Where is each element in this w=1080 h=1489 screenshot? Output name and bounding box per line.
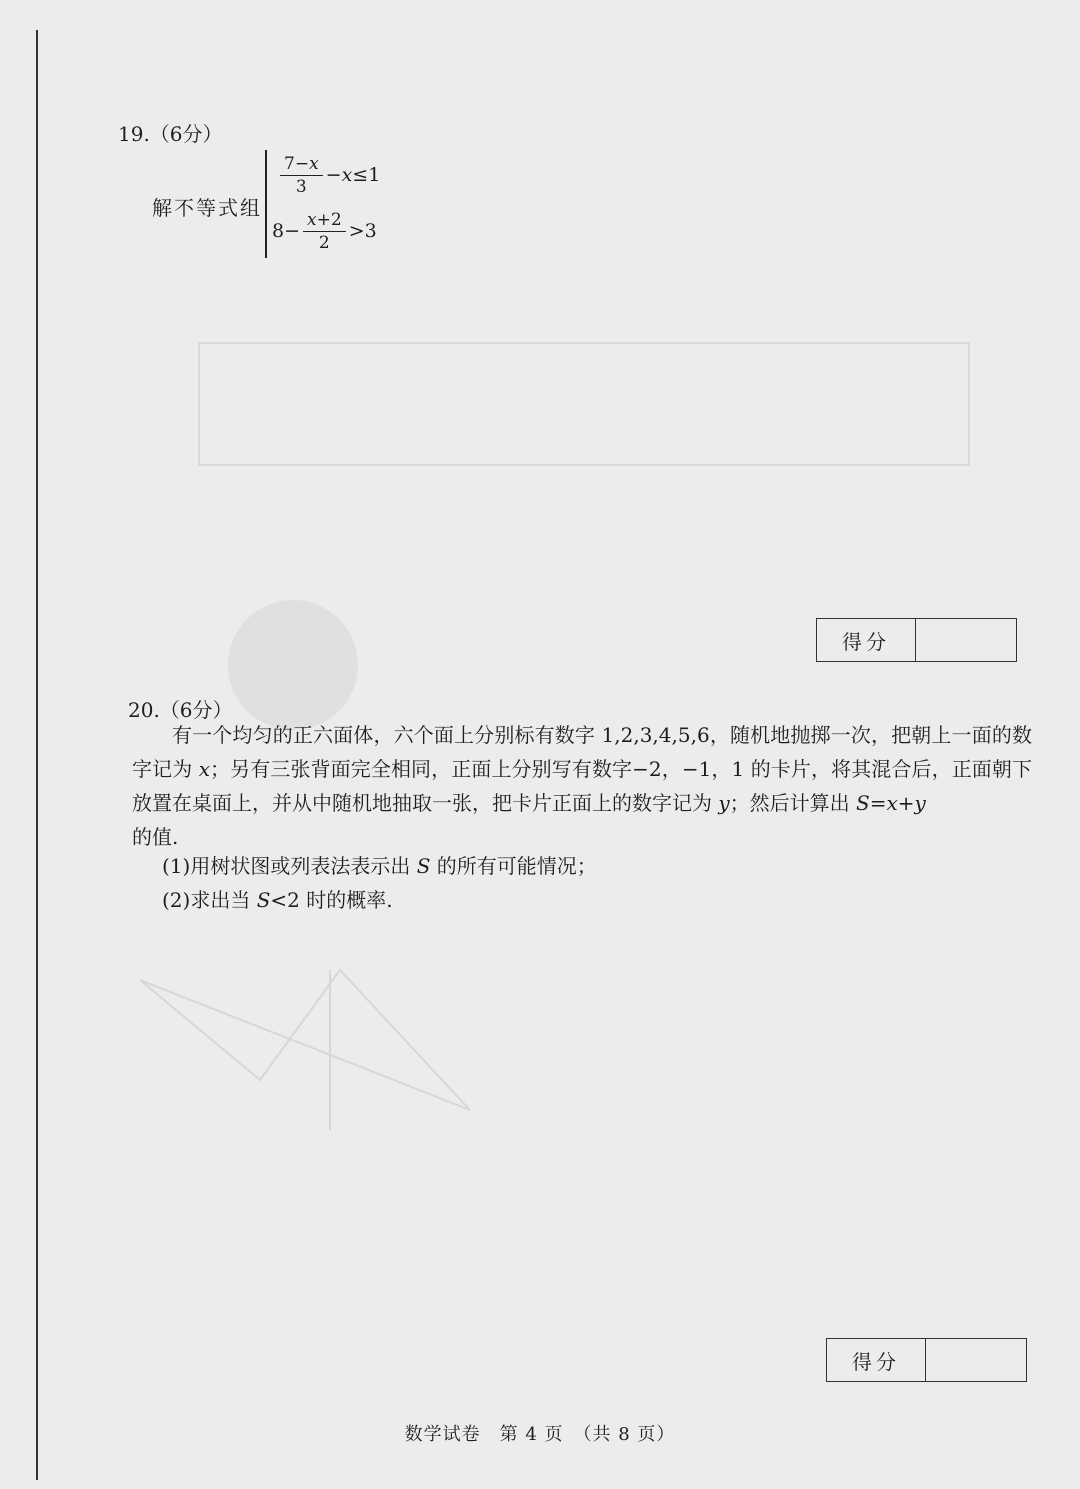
bleed-through-table — [198, 342, 970, 466]
score-label: 得分 — [827, 1339, 926, 1381]
score-entry-field[interactable] — [916, 619, 1016, 661]
question-20-body — [132, 718, 1032, 854]
system-brace — [265, 150, 271, 258]
inequality-2-lead: 8− — [272, 220, 301, 242]
inequality-2-relation: >3 — [348, 220, 377, 242]
inequality-system — [150, 150, 410, 260]
binding-margin-line — [36, 30, 38, 1480]
question-20-header: 20.（6分） — [128, 698, 233, 722]
inequality-system-prompt: 解不等式组 — [152, 196, 262, 220]
question-19-header: 19.（6分） — [118, 122, 223, 146]
score-box-q20 — [816, 618, 1017, 662]
bleed-through-pie-chart — [228, 600, 358, 730]
inequality-1-relation: ≤1 — [352, 164, 381, 186]
inequality-1-minus: − — [325, 164, 342, 186]
inequality-1-fraction — [280, 153, 323, 198]
bleed-through-figure — [140, 960, 540, 1130]
score-label: 得分 — [817, 619, 916, 661]
inequality-2 — [272, 204, 377, 258]
score-box-q21 — [826, 1338, 1027, 1382]
fraction-numerator: x+2 — [303, 209, 346, 232]
fraction-numerator: 7−x — [280, 153, 323, 176]
inequality-1 — [277, 150, 380, 200]
score-entry-field[interactable] — [926, 1339, 1026, 1381]
fraction-denominator: 3 — [295, 176, 307, 197]
inequality-2-fraction — [303, 209, 346, 254]
question-20-part-1: (1)用树状图或列表法表示出 S 的所有可能情况； — [162, 854, 597, 878]
fraction-denominator: 2 — [318, 232, 330, 253]
inequality-1-var: x — [341, 164, 353, 186]
question-20-text: 有一个均匀的正六面体，六个面上分别标有数字 1,2,3,4,5,6，随机地抛掷一次，把朝上一面的数字记为 x；另有三张背面完全相同，正面上分别写有数字−2，−1，1 的卡片，将其混合后，正面朝下放置在桌面上，并从中随机地抽取一张，把卡片正面上的数字记为 y；然后计算出 S=x+y 的值. — [132, 723, 1033, 849]
question-20-part-2: (2)求出当 S<2 时的概率. — [162, 888, 393, 912]
page-footer: 数学试卷 第 4 页 （共 8 页） — [404, 1424, 676, 1445]
